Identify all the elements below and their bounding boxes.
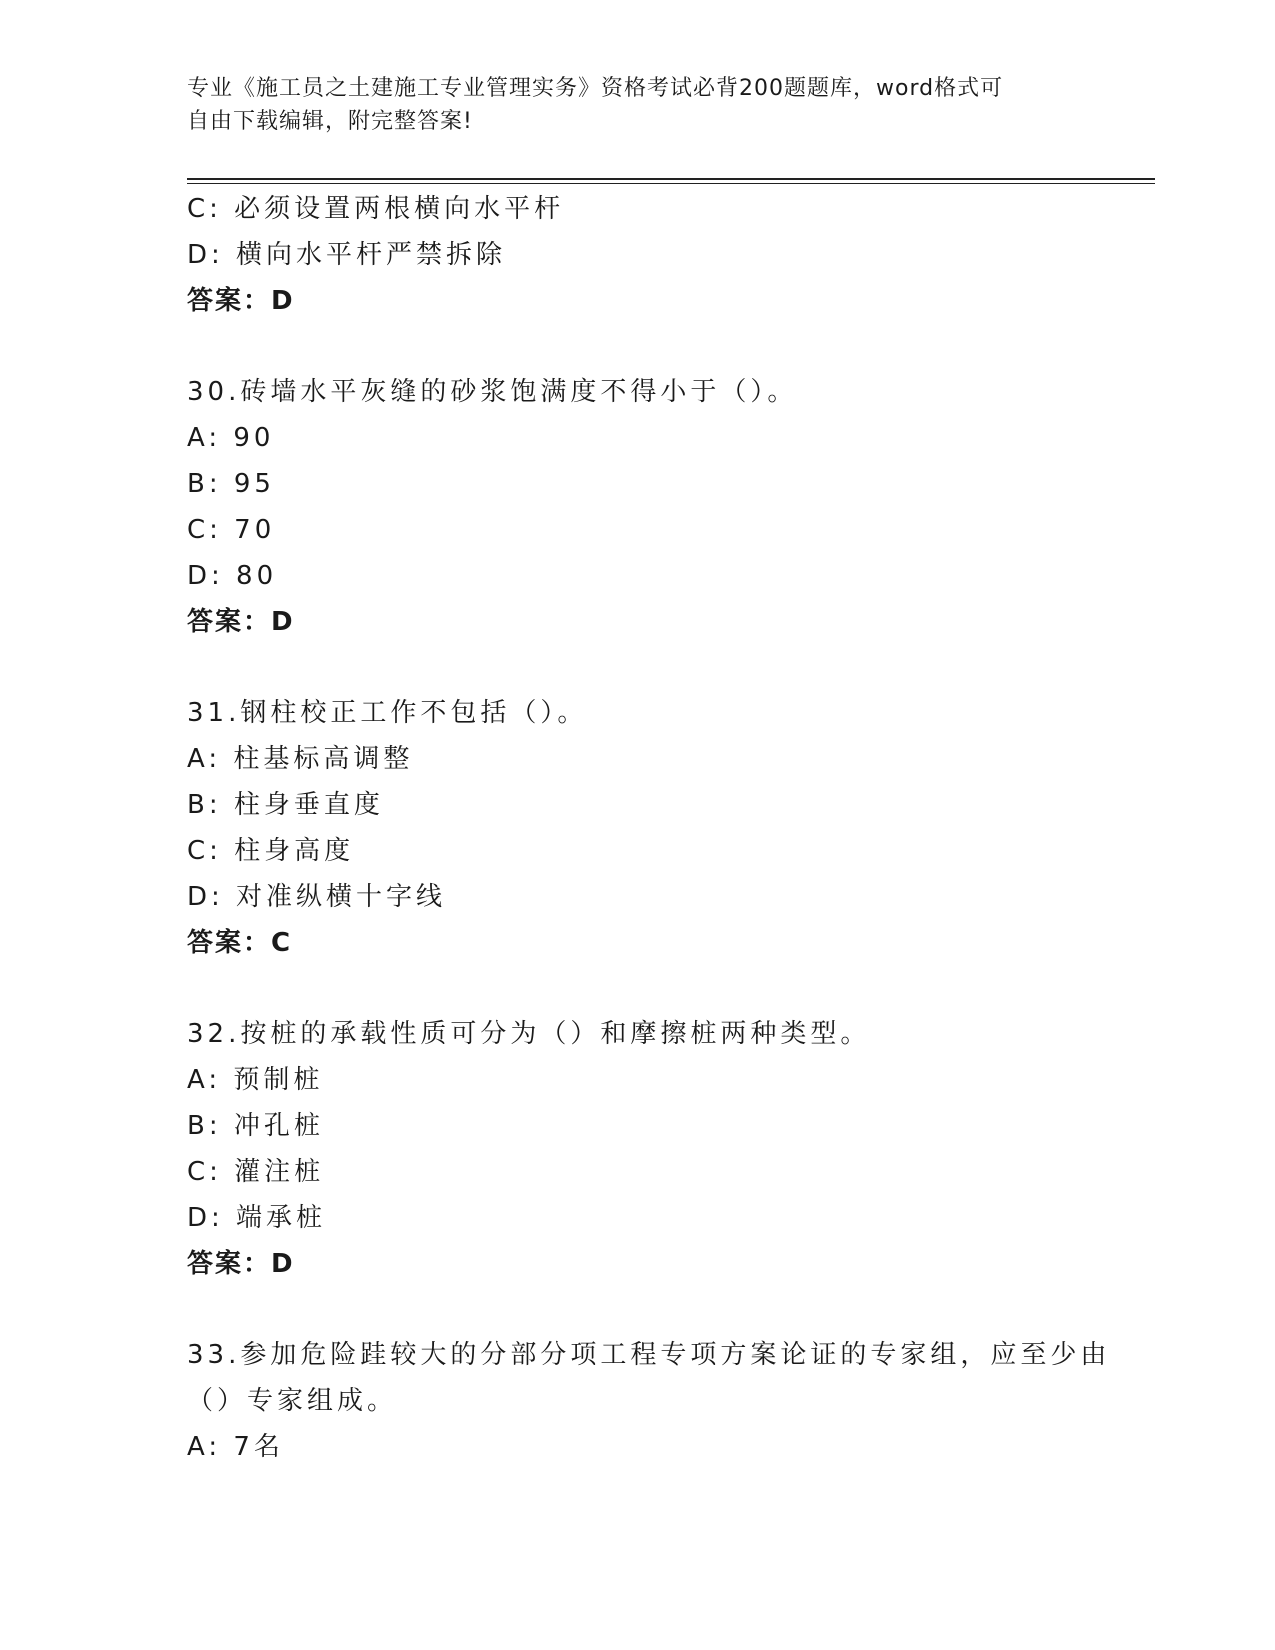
option-b: B: 柱身垂直度 [187,790,384,820]
option-b: B: 95 [187,469,275,499]
option-d: D: 横向水平杆严禁拆除 [187,240,507,270]
option-d: D: 对准纵横十字线 [187,882,447,912]
option-d: D: 端承桩 [187,1203,327,1233]
question-stem: 30.砖墙水平灰缝的砂浆饱满度不得小于（）。 [187,377,798,407]
option-c: C: 必须设置两根横向水平杆 [187,194,565,224]
spacer [187,1287,1087,1332]
question-list [187,186,1111,1470]
option-c: C: 灌注桩 [187,1157,325,1187]
header-line-2: 自由下载编辑，附完整答案! [187,109,473,134]
answer: 答案：D [187,607,295,637]
question-stem: 31.钢柱校正工作不包括（）。 [187,698,588,728]
option-a: A: 柱基标高调整 [187,744,414,774]
header-line-1: 专业《施工员之土建施工专业管理实务》资格考试必背200题题库，word格式可 [187,76,1004,101]
spacer [187,966,1087,1011]
question-30 [187,369,1087,645]
answer: 答案：D [187,286,295,316]
answer: 答案：D [187,1249,295,1279]
question-stem: 32.按桩的承载性质可分为（）和摩擦桩两种类型。 [187,1019,871,1049]
document-header [187,72,1067,138]
question-stem-line-2: （）专家组成。 [187,1386,398,1416]
option-d: D: 80 [187,561,278,591]
header-divider-thick [187,178,1155,180]
option-a: A: 7名 [187,1432,284,1462]
question-32 [187,1011,1087,1287]
question-31 [187,690,1087,966]
question-stem-line-1: 33.参加危险跬较大的分部分项工程专项方案论证的专家组，应至少由 [187,1340,1111,1370]
option-a: A: 预制桩 [187,1065,324,1095]
answer: 答案：C [187,928,293,958]
option-c: C: 70 [187,515,276,545]
question-continued [187,186,1087,324]
option-c: C: 柱身高度 [187,836,355,866]
spacer [187,324,1087,369]
question-33 [187,1332,1111,1470]
header-divider-thin [187,183,1155,184]
spacer [187,645,1087,690]
option-a: A: 90 [187,423,275,453]
option-b: B: 冲孔桩 [187,1111,324,1141]
